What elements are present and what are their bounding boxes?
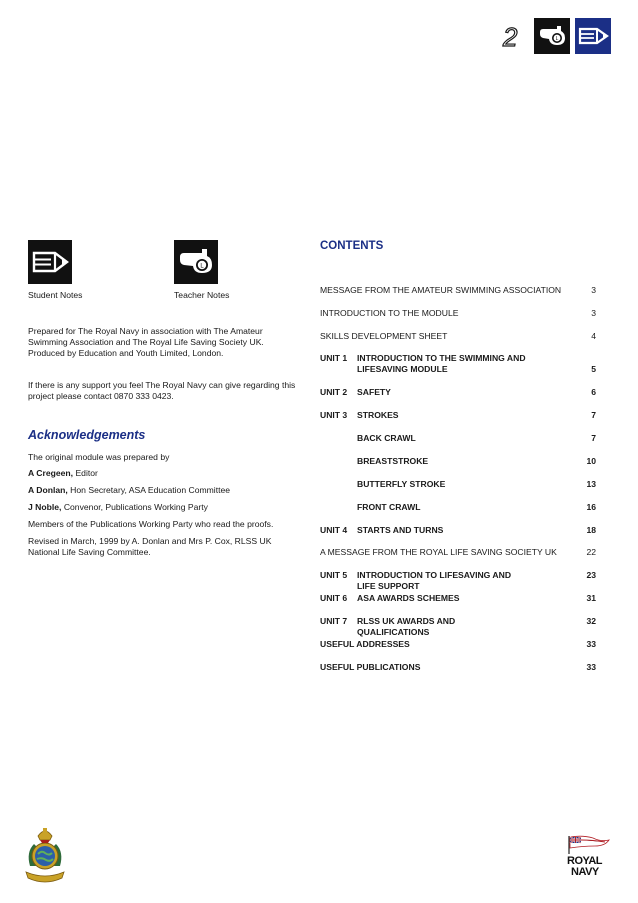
contents-entry-unit: UNIT 5 [320,570,348,580]
royal-marines-crest [22,826,68,886]
svg-text:L: L [555,36,559,42]
contents-entry-title: INTRODUCTION TO THE SWIMMING AND LIFESAVING MODULE [357,353,526,374]
ack-person [28,468,98,479]
page-number: 2 [503,22,518,52]
prepared-paragraph: Prepared for The Royal Navy in association with The Amateur Swimming Association and The Royal Life Saving Society UK. Produced by Education and Youth Limited, London. [28,326,264,358]
ack-person-name: J Noble, [28,502,62,512]
contents-entry-unit: UNIT 1 [320,353,348,363]
contents-entry-title: RLSS UK AWARDS AND QUALIFICATIONS [357,616,456,637]
contents-entry-unit: UNIT 7 [320,616,348,626]
ack-person-role: Editor [73,468,98,478]
teacher-notes-label: Teacher Notes [174,290,230,300]
contents-entry-page: 3 [591,285,596,295]
ack-person-name: A Cregeen, [28,468,74,478]
contents-entry-title: BACK CRAWL [357,433,416,443]
contents-entry-page: 7 [591,433,596,443]
contents-entry-unit: UNIT 3 [320,410,348,420]
royal-navy-logo [565,834,613,884]
contents-entry-page: 7 [591,410,596,420]
ack-person [28,502,208,513]
pencil-icon [575,18,611,54]
contents-entry-page: 33 [586,662,596,672]
ack-intro: The original module was prepared by [28,452,170,462]
ack-revised: Revised in March, 1999 by A. Donlan and Mrs P. Cox, RLSS UK National Life Saving Committee. [28,536,272,557]
contents-entry-page: 32 [586,616,596,626]
contents-entry-page: 18 [586,525,596,535]
contents-entry-title: MESSAGE FROM THE AMATEUR SWIMMING ASSOCIATION [320,285,562,295]
contents-entry-page: 23 [586,570,596,580]
contents-entry-title: BUTTERFLY STROKE [357,479,446,489]
contents-entry-page: 5 [591,364,596,374]
contents-entry-title: USEFUL PUBLICATIONS [320,662,421,672]
student-notes-pencil-icon [28,240,72,284]
whistle-icon [534,18,570,54]
acknowledgements-heading: Acknowledgements [28,428,146,442]
contents-entry-page: 10 [586,456,596,466]
contents-entry-title: BREASTSTROKE [357,456,429,466]
royal-navy-wordmark [567,856,602,878]
contents-entry-title: STARTS AND TURNS [357,525,444,535]
contents-entry-title: USEFUL ADDRESSES [320,639,410,649]
contents-entry-title: STROKES [357,410,399,420]
contents-entry-page: 6 [591,387,596,397]
royal-navy-wordmark-line: NAVY [571,866,599,878]
contents-entry-title: FRONT CRAWL [357,502,421,512]
contents-entry-page: 4 [591,331,596,341]
contents-entry-unit: UNIT 4 [320,525,348,535]
ack-person-role: Hon Secretary, ASA Education Committee [67,485,231,495]
ack-members: Members of the Publications Working Party who read the proofs. [28,519,274,529]
royal-navy-wordmark-line: ROYAL [567,855,602,867]
contents-entry-unit: UNIT 6 [320,593,348,603]
contents-entry-title: INTRODUCTION TO THE MODULE [320,308,459,318]
contents-entry-page: 16 [586,502,596,512]
teacher-notes-whistle-icon [174,240,218,284]
contents-entry-page: 3 [591,308,596,318]
ack-person-role: Convenor, Publications Working Party [61,502,208,512]
ack-person-name: A Donlan, [28,485,68,495]
contents-entry-page: 22 [586,547,596,557]
ack-person [28,485,230,496]
contents-entry-title: SKILLS DEVELOPMENT SHEET [320,331,448,341]
contents-entry-page: 13 [586,479,596,489]
contents-entry-title: A MESSAGE FROM THE ROYAL LIFE SAVING SOCIETY UK [320,547,557,557]
contents-entry-title: ASA AWARDS SCHEMES [357,593,460,603]
student-notes-label: Student Notes [28,290,83,300]
contents-entry-page: 33 [586,639,596,649]
contents-entry-page: 31 [586,593,596,603]
contents-entry-unit: UNIT 2 [320,387,348,397]
contents-entry-title: INTRODUCTION TO LIFESAVING AND LIFE SUPPORT [357,570,512,591]
contents-heading: CONTENTS [320,240,384,252]
support-paragraph: If there is any support you feel The Royal Navy can give regarding this project please contact 0870 333 0423. [28,380,296,401]
svg-text:L: L [200,263,204,270]
contents-entry-title: SAFETY [357,387,391,397]
